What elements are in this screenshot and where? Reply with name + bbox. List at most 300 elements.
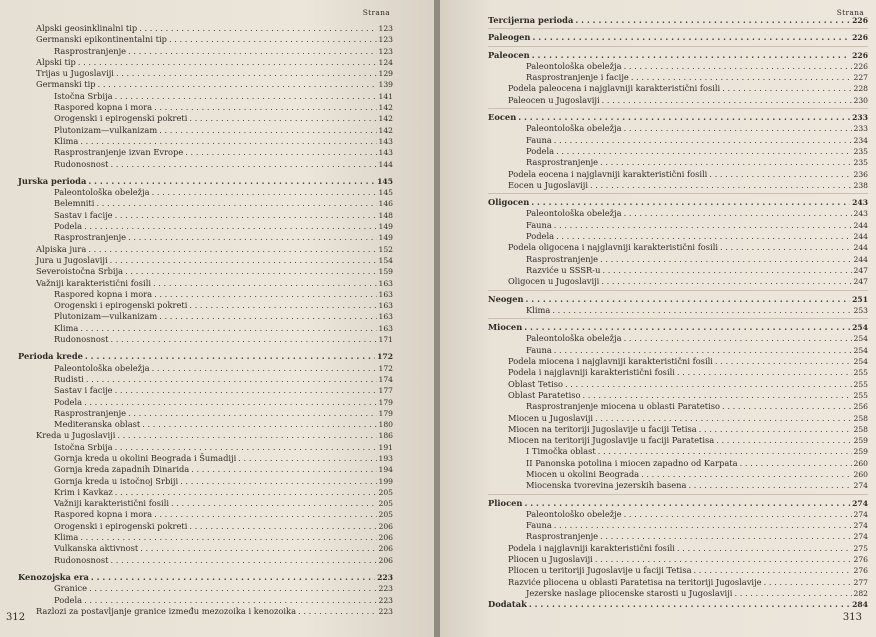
- dot-leader: [154, 509, 376, 520]
- dot-leader: [189, 521, 376, 532]
- dot-leader: [699, 424, 852, 435]
- toc-entry: [488, 146, 868, 157]
- toc-entry-page: 251: [852, 294, 868, 304]
- toc-entry-title: Podela oligocena i najglavniji karakteristični fosili: [508, 242, 718, 253]
- toc-entry-page: 243: [852, 198, 868, 208]
- dot-leader: [96, 198, 376, 209]
- toc-entry: [488, 509, 868, 520]
- toc-entry: [0, 385, 393, 396]
- toc-section-heading: [488, 197, 868, 208]
- dot-leader: [98, 79, 377, 90]
- dot-leader: [116, 68, 377, 79]
- toc-entry: [0, 91, 393, 102]
- toc-entry-page: 194: [378, 465, 393, 475]
- toc-entry-title: Miocen na teritoriji Jugoslavije u faciji Tetisa: [508, 423, 697, 434]
- toc-entry-title: Gornja kreda u istočnoj Srbiji: [54, 475, 179, 486]
- dot-leader: [189, 113, 376, 124]
- toc-entry-page: 259: [853, 447, 868, 457]
- toc-entry-page: 223: [378, 584, 393, 594]
- toc-entry-title: Germanski epikontinentalni tip: [36, 34, 167, 45]
- toc-entry: [0, 159, 393, 170]
- toc-entry: [0, 464, 393, 475]
- dot-leader: [600, 254, 851, 265]
- toc-entry-title: II Panonska potolina i miocen zapadno od Karpata: [526, 457, 738, 468]
- toc-entry-page: 124: [378, 57, 393, 67]
- toc-entry-title: Plutonizam—vulkanizam: [54, 124, 158, 135]
- toc-entry-title: Pliocen u teritoriji Jugoslavije u faciji Tetisa: [508, 565, 692, 576]
- toc-entry-page: 123: [378, 35, 393, 45]
- toc-entry-title: Podela eocena i najglavniji karakteristični fosili: [508, 168, 708, 179]
- dot-leader: [526, 294, 851, 305]
- dot-leader: [624, 208, 852, 219]
- toc-entry: [488, 458, 868, 469]
- toc-entry: [0, 476, 393, 487]
- page-number: 312: [6, 612, 26, 623]
- toc-entry-page: 274: [853, 509, 868, 519]
- toc-entry-page: 244: [853, 243, 868, 253]
- toc-entry-page: 123: [378, 24, 393, 33]
- toc-entry-title: Kreda u Jugoslaviji: [36, 430, 116, 441]
- toc-section-heading: [0, 351, 393, 362]
- dot-leader: [84, 397, 376, 408]
- toc-entry: [0, 555, 393, 566]
- toc-entry-title: Klima: [526, 304, 551, 315]
- toc-entry-page: 227: [853, 73, 868, 83]
- dot-leader: [720, 242, 852, 253]
- toc-section-heading: [488, 498, 868, 509]
- toc-entry: [488, 379, 868, 390]
- toc-entry: [0, 136, 393, 147]
- toc-entry: [0, 453, 393, 464]
- toc-entry-page: 226: [853, 61, 868, 71]
- toc-entry: [488, 345, 868, 356]
- toc-entry: [488, 424, 868, 435]
- toc-section-heading: [488, 322, 868, 333]
- toc-entry-title: Rasprostranjenje miocena u oblasti Paratetiso: [526, 401, 721, 412]
- dot-leader: [624, 61, 852, 72]
- toc-entry-title: Podela miocena i najglavniji karakteristični fosili: [508, 356, 713, 367]
- dot-leader: [115, 210, 377, 221]
- toc-entry-page: 143: [378, 136, 393, 146]
- toc-section-heading: [0, 572, 393, 583]
- section-divider: [488, 290, 868, 291]
- toc-entry: [488, 435, 868, 446]
- section-divider: [488, 318, 868, 319]
- dot-leader: [80, 136, 376, 147]
- toc-entry-title: Oligocen u Jugoslaviji: [508, 276, 600, 287]
- toc-entry-title: Paleontološko obeležje: [526, 508, 622, 519]
- toc-entry: [488, 208, 868, 219]
- toc-entry-page: 276: [853, 555, 868, 565]
- toc-entry: [0, 221, 393, 232]
- toc-entry: [0, 34, 393, 45]
- toc-entry-page: 282: [853, 588, 868, 598]
- toc-entry-page: 191: [378, 442, 393, 452]
- toc-entry: [0, 266, 393, 277]
- toc-entry-page: 223: [378, 606, 393, 616]
- dot-leader: [554, 135, 852, 146]
- toc-section-heading: [488, 15, 868, 26]
- toc-entry-title: Tercijerna perioda: [488, 15, 574, 25]
- toc-entry-title: Podela: [54, 594, 83, 605]
- dot-leader: [80, 532, 376, 543]
- toc-entry-page: 146: [378, 199, 393, 209]
- toc-entry-page: 205: [378, 499, 393, 509]
- toc-entry-title: Neogen: [488, 293, 524, 304]
- toc-entry: [488, 61, 868, 72]
- toc-entry-title: Podela i najglavniji karakteristični fosili: [508, 367, 675, 378]
- toc-entry-title: Fauna: [526, 219, 552, 230]
- toc-entry: [488, 305, 868, 316]
- toc-entry-title: Paleontološka obeležja: [526, 123, 622, 134]
- dot-leader: [595, 413, 851, 424]
- dot-leader: [152, 363, 377, 374]
- toc-entry-page: 259: [853, 436, 868, 446]
- dot-leader: [115, 442, 377, 453]
- section-divider: [488, 193, 868, 194]
- toc-entry: [0, 583, 393, 594]
- toc-entry: [0, 323, 393, 334]
- toc-entry-title: Podela paleocena i najglavniji karakteristični fosili: [508, 83, 721, 94]
- toc-entry-title: Rudonosnost: [54, 158, 109, 169]
- toc-entry-page: 152: [378, 244, 393, 254]
- toc-entry-title: Rasprostranjenje i facije: [526, 72, 629, 83]
- dot-leader: [88, 244, 376, 255]
- toc-entry: [488, 333, 868, 344]
- toc-entry-title: Oblast Paratetiso: [508, 389, 581, 400]
- toc-entry-page: 233: [853, 124, 868, 134]
- dot-leader: [128, 46, 376, 57]
- toc-entry-page: 254: [853, 345, 868, 355]
- toc-entry-page: 180: [378, 420, 393, 430]
- dot-leader: [125, 266, 376, 277]
- toc-entry-title: Sastav i facije: [54, 385, 113, 396]
- dot-leader: [529, 599, 850, 610]
- toc-entry-title: Podela: [526, 231, 555, 242]
- toc-entry: [488, 231, 868, 242]
- toc-entry-page: 274: [852, 498, 868, 508]
- toc-entry: [0, 606, 393, 617]
- toc-entry-title: Dodatak: [488, 599, 527, 610]
- toc-entry: [488, 588, 868, 599]
- right-page: [440, 0, 876, 637]
- page-number: 313: [842, 612, 862, 623]
- toc-entry-title: Klima: [54, 532, 79, 543]
- toc-entry: [488, 157, 868, 168]
- toc-entry-page: 230: [853, 95, 868, 105]
- toc-entry-title: Podela: [54, 221, 83, 232]
- toc-entry-title: Raspored kopna i mora: [54, 102, 153, 113]
- toc-entry: [488, 72, 868, 83]
- dot-leader: [722, 83, 851, 94]
- toc-entry-page: 276: [853, 566, 868, 576]
- toc-entry-title: Jurska perioda: [18, 175, 87, 186]
- dot-leader: [189, 300, 376, 311]
- dot-leader: [524, 322, 850, 333]
- table-of-contents-left: [0, 23, 393, 617]
- dot-leader: [764, 577, 852, 588]
- toc-entry-title: Severoistočna Srbija: [36, 266, 124, 277]
- dot-leader: [554, 520, 852, 531]
- dot-leader: [185, 147, 376, 158]
- dot-leader: [740, 458, 852, 469]
- toc-entry-page: 247: [853, 277, 868, 287]
- toc-entry-page: 206: [378, 521, 393, 531]
- dot-leader: [518, 112, 850, 123]
- toc-entry-title: Fauna: [526, 344, 552, 355]
- toc-entry-page: 228: [853, 84, 868, 94]
- toc-entry-title: Rasprostranjenje: [526, 531, 599, 542]
- dot-leader: [171, 498, 377, 509]
- toc-entry-page: 274: [853, 532, 868, 542]
- toc-entry-page: 163: [378, 301, 393, 311]
- toc-entry-page: 205: [378, 510, 393, 520]
- page-header-strana: Strana: [836, 8, 864, 17]
- toc-entry-title: Razlozi za postavljanje granice između mezozoika i kenozoika: [36, 605, 297, 616]
- toc-entry-page: 154: [378, 255, 393, 265]
- toc-entry: [0, 187, 393, 198]
- dot-leader: [115, 487, 377, 498]
- toc-entry: [0, 334, 393, 345]
- toc-entry-title: Jezerske naslage pliocenske starosti u Jugoslaviji: [526, 587, 733, 598]
- toc-entry-page: 206: [378, 544, 393, 554]
- dot-leader: [110, 555, 376, 566]
- toc-entry-title: Klima: [54, 135, 79, 146]
- toc-entry-page: 260: [853, 469, 868, 479]
- toc-entry-title: Pliocen u Jugoslaviji: [508, 554, 593, 565]
- toc-entry: [488, 135, 868, 146]
- toc-entry-title: Pliocen: [488, 497, 523, 508]
- toc-entry-page: 159: [378, 267, 393, 277]
- dot-leader: [78, 57, 377, 68]
- toc-entry-title: Paleogen: [488, 32, 531, 43]
- toc-entry: [0, 244, 393, 255]
- left-page: [0, 0, 436, 637]
- dot-leader: [716, 435, 851, 446]
- dot-leader: [531, 197, 850, 208]
- toc-entry-page: 123: [378, 46, 393, 56]
- toc-entry: [0, 68, 393, 79]
- toc-entry-page: 254: [853, 357, 868, 367]
- toc-entry: [488, 123, 868, 134]
- toc-entry-page: 142: [378, 114, 393, 124]
- toc-section-heading: [488, 50, 868, 61]
- toc-entry-page: 193: [378, 453, 393, 463]
- toc-entry-page: 205: [378, 487, 393, 497]
- toc-entry: [0, 498, 393, 509]
- toc-entry-page: 141: [378, 91, 393, 101]
- toc-entry-page: 163: [378, 278, 393, 288]
- toc-entry-page: 179: [378, 397, 393, 407]
- dot-leader: [715, 356, 852, 367]
- toc-entry-title: Rasprostranjenje: [54, 232, 127, 243]
- toc-entry: [0, 125, 393, 136]
- toc-entry: [0, 46, 393, 57]
- toc-entry-page: 172: [378, 363, 393, 373]
- toc-entry-title: Podela: [54, 396, 83, 407]
- toc-entry: [0, 23, 393, 34]
- toc-entry: [488, 554, 868, 565]
- section-divider: [488, 28, 868, 29]
- toc-entry-page: 143: [378, 148, 393, 158]
- toc-entry-page: 145: [378, 188, 393, 198]
- dot-leader: [84, 595, 376, 606]
- toc-section-heading: [488, 32, 868, 43]
- toc-entry-page: 142: [378, 125, 393, 135]
- toc-entry: [488, 180, 868, 191]
- dot-leader: [128, 408, 376, 419]
- toc-entry: [488, 577, 868, 588]
- toc-entry-title: Alpski geosinklinalni tip: [36, 23, 138, 33]
- dot-leader: [238, 453, 376, 464]
- toc-entry-page: 235: [853, 158, 868, 168]
- toc-entry: [0, 397, 393, 408]
- toc-entry-page: 254: [852, 323, 868, 333]
- toc-entry-title: Rasprostranjenje: [54, 45, 127, 56]
- toc-entry-page: 179: [378, 408, 393, 418]
- toc-entry-title: Paleontološka obeležja: [526, 208, 622, 219]
- toc-entry-title: Orogenski i epirogenski pokreti: [54, 300, 188, 311]
- dot-leader: [110, 255, 377, 266]
- dot-leader: [677, 543, 852, 554]
- toc-entry: [488, 220, 868, 231]
- toc-entry-title: Krim i Kavkaz: [54, 486, 113, 497]
- toc-entry-page: 254: [853, 334, 868, 344]
- dot-leader: [631, 72, 852, 83]
- toc-entry-page: 171: [378, 335, 393, 345]
- dot-leader: [624, 123, 852, 134]
- toc-entry-title: Rasprostranjenje izvan Evrope: [54, 147, 184, 158]
- toc-entry-title: Miocenska tvorevina jezerskih basena: [526, 480, 687, 491]
- toc-entry-title: Razviće u SSSR-u: [526, 264, 601, 275]
- dot-leader: [139, 23, 376, 34]
- toc-section-heading: [488, 599, 868, 610]
- dot-leader: [128, 232, 376, 243]
- toc-entry: [0, 232, 393, 243]
- dot-leader: [556, 231, 851, 242]
- toc-entry-title: Eocen u Jugoslaviji: [508, 179, 588, 190]
- toc-entry-page: 277: [853, 577, 868, 587]
- toc-entry: [488, 169, 868, 180]
- toc-entry: [0, 57, 393, 68]
- toc-entry-page: 223: [377, 572, 393, 582]
- toc-entry-title: Gornja kreda zapadnih Dinarida: [54, 464, 190, 475]
- toc-entry: [488, 83, 868, 94]
- toc-entry-page: 149: [378, 233, 393, 243]
- toc-entry-title: I Timočka oblast: [526, 446, 596, 457]
- section-divider: [488, 108, 868, 109]
- toc-entry-page: 243: [853, 209, 868, 219]
- toc-entry-page: 223: [378, 595, 393, 605]
- toc-entry: [488, 446, 868, 457]
- toc-entry-title: Trijas u Jugoslaviji: [36, 68, 114, 79]
- toc-entry: [0, 289, 393, 300]
- section-divider: [488, 494, 868, 495]
- toc-entry-title: Paleontološka obeležja: [54, 362, 150, 373]
- dot-leader: [583, 390, 852, 401]
- dot-leader: [115, 385, 377, 396]
- toc-entry-page: 275: [853, 543, 868, 553]
- toc-entry-title: Raspored kopna i mora: [54, 288, 153, 299]
- toc-entry: [488, 543, 868, 554]
- dot-leader: [552, 305, 851, 316]
- dot-leader: [734, 588, 851, 599]
- toc-entry-page: 145: [377, 176, 393, 186]
- dot-leader: [709, 169, 851, 180]
- toc-entry-page: 258: [853, 424, 868, 434]
- dot-leader: [180, 476, 376, 487]
- toc-entry-title: Germanski tip: [36, 79, 96, 90]
- toc-entry: [0, 278, 393, 289]
- toc-entry-page: 253: [853, 305, 868, 315]
- toc-entry: [0, 198, 393, 209]
- toc-entry-title: Fauna: [526, 520, 552, 531]
- toc-entry-page: 144: [378, 159, 393, 169]
- toc-entry-page: 226: [852, 16, 868, 25]
- dot-leader: [677, 367, 852, 378]
- dot-leader: [532, 50, 850, 61]
- dot-leader: [524, 498, 850, 509]
- dot-leader: [554, 220, 852, 231]
- dot-leader: [624, 509, 852, 520]
- toc-entry-page: 142: [378, 103, 393, 113]
- toc-entry-title: Fauna: [526, 134, 552, 145]
- toc-entry: [0, 300, 393, 311]
- dot-leader: [153, 278, 377, 289]
- toc-entry: [488, 565, 868, 576]
- dot-leader: [556, 146, 851, 157]
- toc-entry: [0, 147, 393, 158]
- dot-leader: [602, 95, 852, 106]
- toc-entry-title: Oblast Tetiso: [508, 378, 563, 389]
- toc-entry: [0, 79, 393, 90]
- dot-leader: [688, 480, 851, 491]
- toc-entry-title: Perioda krede: [18, 351, 83, 362]
- dot-leader: [84, 221, 376, 232]
- toc-entry-page: 247: [853, 265, 868, 275]
- toc-entry-page: 256: [853, 402, 868, 412]
- toc-entry: [0, 532, 393, 543]
- dot-leader: [641, 469, 851, 480]
- dot-leader: [85, 351, 375, 362]
- toc-entry-page: 206: [378, 555, 393, 565]
- toc-entry-page: 244: [853, 254, 868, 264]
- dot-leader: [152, 187, 377, 198]
- toc-entry-page: 129: [378, 69, 393, 79]
- toc-section-heading: [0, 176, 393, 187]
- dot-leader: [117, 430, 376, 441]
- toc-entry-title: Miocen na teritoriji Jugoslavije u faciji Paratetisa: [508, 435, 715, 446]
- dot-leader: [91, 572, 375, 583]
- toc-entry-title: Mediteranska oblast: [54, 419, 141, 430]
- dot-leader: [722, 401, 851, 412]
- toc-entry: [0, 595, 393, 606]
- dot-leader: [565, 379, 852, 390]
- dot-leader: [154, 102, 376, 113]
- dot-leader: [89, 583, 376, 594]
- toc-entry-title: Rudisti: [54, 373, 84, 384]
- toc-entry-title: Važniji karakteristični fosili: [36, 277, 151, 288]
- toc-entry-title: Plutonizam—vulkanizam: [54, 311, 158, 322]
- toc-entry-page: 172: [377, 352, 393, 362]
- section-divider: [488, 46, 868, 47]
- dot-leader: [590, 180, 852, 191]
- toc-entry: [0, 311, 393, 322]
- toc-entry: [488, 276, 868, 287]
- dot-leader: [600, 157, 851, 168]
- toc-entry-page: 186: [378, 431, 393, 441]
- dot-leader: [575, 15, 850, 26]
